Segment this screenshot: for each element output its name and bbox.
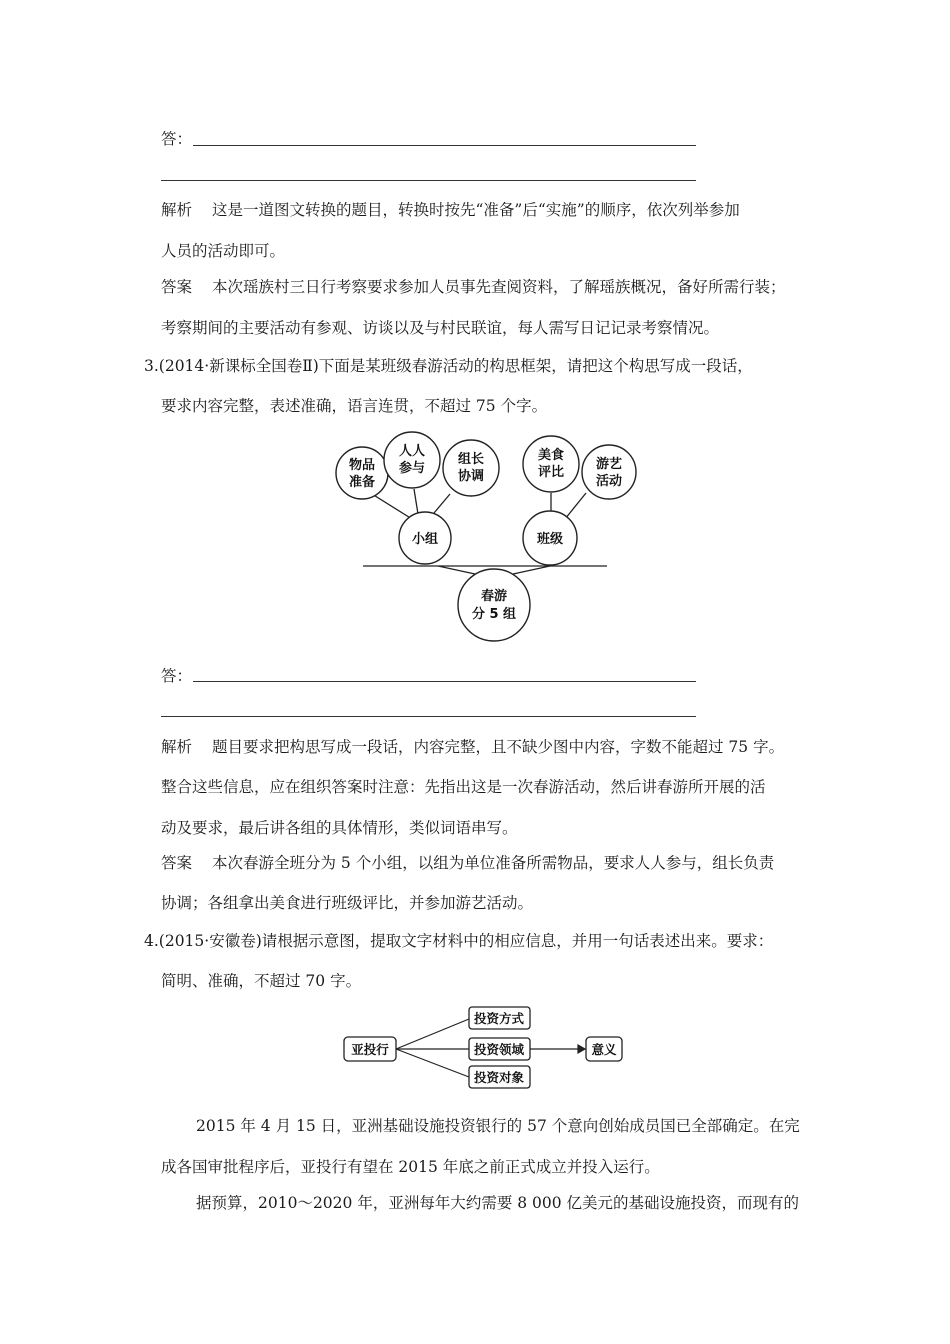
answer-line[interactable] [193,681,696,682]
analysis-text: 题目要求把构思写成一段话，内容完整，且不缺少图中内容，字数不能超过 75 字。 [212,738,785,756]
answer-label: 答： [161,130,193,148]
leaf-label: 物品 [348,458,376,473]
leaf-node [384,432,440,488]
answer-key-label: 答案 [161,278,193,296]
arrow-head [578,1045,585,1053]
leaf-node [443,440,499,496]
branch-label: 投资领域 [473,1042,525,1057]
connector [396,1049,469,1077]
material-paragraph: 2015 年 4 月 15 日，亚洲基础设施投资银行的 57 个意向创始成员国已全部确定。在完 [196,1117,800,1135]
leaf-label: 美食 [537,448,565,463]
connector [372,494,412,519]
connector [438,566,475,574]
connector [513,566,550,574]
branch-label: 投资方式 [473,1011,525,1026]
root-label-1: 春游 [480,589,508,604]
leaf-label: 协调 [457,469,485,484]
material-paragraph: 成各国审批程序后，亚投行有望在 2015 年底之前正式成立并投入运行。 [161,1158,660,1176]
answer-label: 答： [161,667,193,685]
analysis-label: 解析 [161,201,193,219]
analysis-text: 整合这些信息，应在组织答案时注意：先指出这是一次春游活动，然后讲春游所开展的活 [161,778,766,796]
leaf-label: 参与 [398,461,426,476]
leaf-label: 游艺 [595,457,623,472]
root-node [458,569,530,641]
question-stem: 简明、准确，不超过 70 字。 [161,972,362,990]
material-paragraph: 据预算，2010～2020 年，亚洲每年大约需要 8 000 亿美元的基础设施投资，而现有的 [196,1194,800,1212]
question-stem: 4.(2015·安徽卷)请根据示意图，提取文字材料中的相应信息，并用一句话表述出来。要求： [144,932,774,950]
question-stem: 3.(2014·新课标全国卷Ⅱ)下面是某班级春游活动的构思框架，请把这个构思写成一段话， [144,357,753,375]
branch-label: 投资对象 [473,1070,525,1085]
analysis-label: 解析 [161,738,193,756]
answer-key-label: 答案 [161,854,193,872]
root-label-2: 分 5 组 [471,607,517,622]
connector [565,493,586,519]
question-stem: 要求内容完整，表述准确，语言连贯，不超过 75 个字。 [161,397,548,415]
analysis-text: 人员的活动即可。 [161,242,286,260]
leaf-label: 评比 [537,465,565,480]
leaf-label: 准备 [348,475,376,490]
leaf-node [582,445,636,499]
analysis-text: 这是一道图文转换的题目，转换时按先“准备”后“实施”的顺序，依次列举参加 [212,201,740,219]
target-label: 意义 [591,1042,617,1057]
answer-line[interactable] [161,716,696,717]
answer-key-text: 本次瑶族村三日行考察要求参加人员事先查阅资料，了解瑶族概况，备好所需行装； [212,278,786,296]
group-label: 小组 [411,532,439,547]
class-label: 班级 [536,532,564,547]
answer-key-text: 本次春游全班分为 5 个小组，以组为单位准备所需物品，要求人人参与，组长负责 [212,854,775,872]
connector [434,494,450,513]
leaf-node [523,436,579,492]
leaf-node [336,447,388,499]
analysis-text: 动及要求，最后讲各组的具体情形，类似词语串写。 [161,819,518,837]
connector [396,1019,469,1049]
leaf-label: 人人 [398,444,426,459]
leaf-label: 活动 [595,474,623,489]
answer-key-text: 协调；各组拿出美食进行班级评比，并参加游艺活动。 [161,894,534,912]
leaf-label: 组长 [457,452,485,467]
source-label: 亚投行 [351,1042,389,1057]
connector [414,489,418,514]
answer-key-text: 考察期间的主要活动有参观、访谈以及与村民联谊，每人需写日记记录考察情况。 [161,319,720,337]
